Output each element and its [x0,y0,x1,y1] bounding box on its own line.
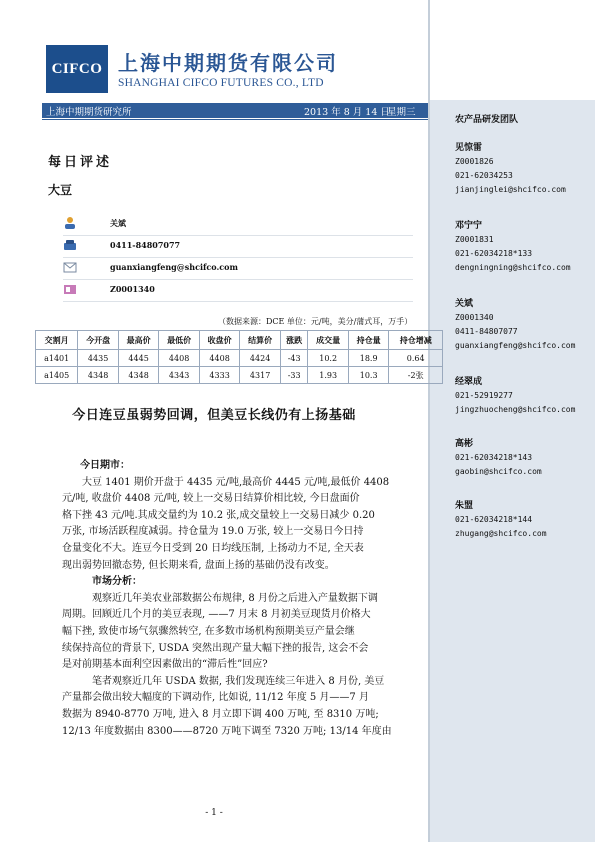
paragraph-line: 周期。回顾近几个月的美豆表现, ——7 月末 8 月初美豆现货月价格大 [62,609,371,621]
paragraph-line: 12/13 年度数据由 8300——8720 万吨下调至 7320 万吨; 13/14 年度由 [62,725,392,737]
member-name: 见惊雷 [455,143,483,153]
page-number: - 1 - [205,808,223,818]
table-cell: 4343 [159,367,200,384]
paragraph-line: 仓量变化不大。连豆今日受到 20 日均线压制, 上扬动力不足, 全天表 [62,542,364,554]
table-row [36,350,443,367]
member-detail: 021-62034218*144 [455,515,533,524]
table-cell: 10.3 [348,367,389,384]
member-name: 朱盟 [455,501,474,511]
institute-name: 上海中期期货研究所 [46,107,132,118]
table-cell: -33 [280,367,308,384]
table-cell: a1401 [36,350,78,367]
paragraph-line: 是对前期基本面利空因素做出的“滞后性”回应? [62,659,268,671]
table-header-row [36,331,443,350]
table-cell: a1405 [36,367,78,384]
company-name-cn: 上海中期期货有限公司 [118,51,338,75]
phone-icon [63,238,77,252]
analyst-phone: 0411-84807077 [110,240,181,250]
column-header: 结算价 [240,331,281,350]
paragraph-line: 续保持高位的背景下, USDA 突然出现产量大幅下挫的报告, 这会不会 [62,642,369,654]
header-rule [42,119,428,120]
column-header: 涨跌 [280,331,308,350]
member-email: zhugang@shcifco.com [455,529,547,538]
analyst-phone-row [63,235,413,258]
sidebar-border [428,0,430,842]
paragraph-line: 万张, 市场活跃程度减弱。持仓量为 19.0 万张, 较上一交易日今日持 [62,526,364,538]
paragraph-line: 大豆 1401 期价开盘于 4435 元/吨,最高价 4445 元/吨,最低价 4408 [82,476,390,488]
column-header: 今开盘 [78,331,119,350]
paragraph-line: 笔者观察近几年 USDA 数据, 我们发现连续三年进入 8 月份, 美豆 [92,675,385,687]
member-detail: 0411-84807077 [455,327,518,336]
table-cell: 4445 [118,350,159,367]
subheading-analysis: 市场分析： [92,576,142,588]
member-detail: Z0001831 [455,235,494,244]
column-header: 收盘价 [199,331,240,350]
paragraph-line: 观察近几年美农业部数据公布规律, 8 月份之后进入产量数据下调 [92,592,378,604]
table-row [36,367,443,384]
member-email: jingzhuocheng@shcifco.com [455,405,576,414]
company-logo-mark [46,45,108,93]
column-header: 持仓量 [348,331,389,350]
table-cell: 4333 [199,367,240,384]
member-name: 关斌 [455,299,474,309]
analyst-name-row [63,213,413,236]
table-cell: -2张 [389,367,443,384]
table-cell: -43 [280,350,308,367]
section-title: 每日评述 [48,155,113,170]
member-name: 经翠成 [455,377,483,387]
table-cell: 4424 [240,350,281,367]
report-weekday: 星期三 [387,107,416,118]
member-email: gaobin@shcifco.com [455,467,542,476]
paragraph-line: 元/吨, 收盘价 4408 元/吨, 较上一交易日结算价相比较, 今日盘面价 [62,493,360,505]
table-cell: 4317 [240,367,281,384]
paragraph-line: 产量都会做出较大幅度的下调动作, 比如说, 11/12 年度 5 月——7 月 [62,692,369,704]
analyst-license: Z0001340 [110,284,155,294]
article-headline: 今日连豆虽弱势回调，但美豆长线仍有上扬基础 [72,408,356,423]
table-cell: 4348 [118,367,159,384]
company-name-en: SHANGHAI CIFCO FUTURES CO., LTD [118,77,324,89]
person-icon [63,216,77,230]
table-cell: 10.2 [308,350,349,367]
analyst-email: guanxiangfeng@shcifco.com [110,262,238,272]
paragraph-line: 现出弱势回撤态势, 但长期来看, 盘面上扬的基础仍没有改变。 [62,559,335,571]
paragraph-line: 数据为 8940-8770 万吨, 进入 8 月立即下调 400 万吨, 至 8310 万吨; [62,708,379,720]
analyst-email-row [63,257,413,280]
member-detail: 021-62034218*133 [455,249,533,258]
quote-table [35,330,443,384]
member-email: guanxiangfeng@shcifco.com [455,341,576,350]
paragraph-line: 格下挫 43 元/吨.其成交量约为 10.2 张,成交量较上一交易日减少 0.20 [62,509,375,521]
column-header: 交割月 [36,331,78,350]
sidebar-panel [428,0,595,842]
table-cell: 4348 [78,367,119,384]
column-header: 最高价 [118,331,159,350]
member-detail: Z0001340 [455,313,494,322]
table-cell: 18.9 [348,350,389,367]
email-icon [63,260,77,274]
analyst-license-row [63,279,413,302]
table-cell: 0.64 [389,350,443,367]
member-email: jianjinglei@shcifco.com [455,185,566,194]
member-name: 高彬 [455,439,474,449]
paragraph-line: 幅下挫, 致使市场气氛骤然转空, 在多数市场机构预期美豆产量会继 [62,625,355,637]
commodity-title: 大豆 [48,183,73,197]
team-title: 农产品研发团队 [455,115,519,125]
report-date: 2013 年 8 月 14 日 [304,107,390,118]
table-cell: 1.93 [308,367,349,384]
table-cell: 4435 [78,350,119,367]
member-detail: 021-52919277 [455,391,513,400]
logo-mark-text: CIFCO [51,60,103,77]
column-header: 持仓增减 [389,331,443,350]
member-name: 邓宁宁 [455,221,483,231]
table-source-note: （数据来源：DCE 单位：元/吨，美分/蒲式耳，万手） [218,317,413,326]
member-detail: Z0001826 [455,157,494,166]
header-bar [42,103,428,118]
table-cell: 4408 [159,350,200,367]
analyst-name: 关斌 [110,218,126,228]
column-header: 成交量 [308,331,349,350]
subheading-today: 今日期市： [80,460,130,471]
sidebar-top-blank [428,0,595,100]
article-body [62,458,418,740]
column-header: 最低价 [159,331,200,350]
member-email: dengningning@shcifco.com [455,263,571,272]
license-icon [63,282,77,296]
table-cell: 4408 [199,350,240,367]
member-detail: 021-62034218*143 [455,453,533,462]
member-detail: 021-62034253 [455,171,513,180]
